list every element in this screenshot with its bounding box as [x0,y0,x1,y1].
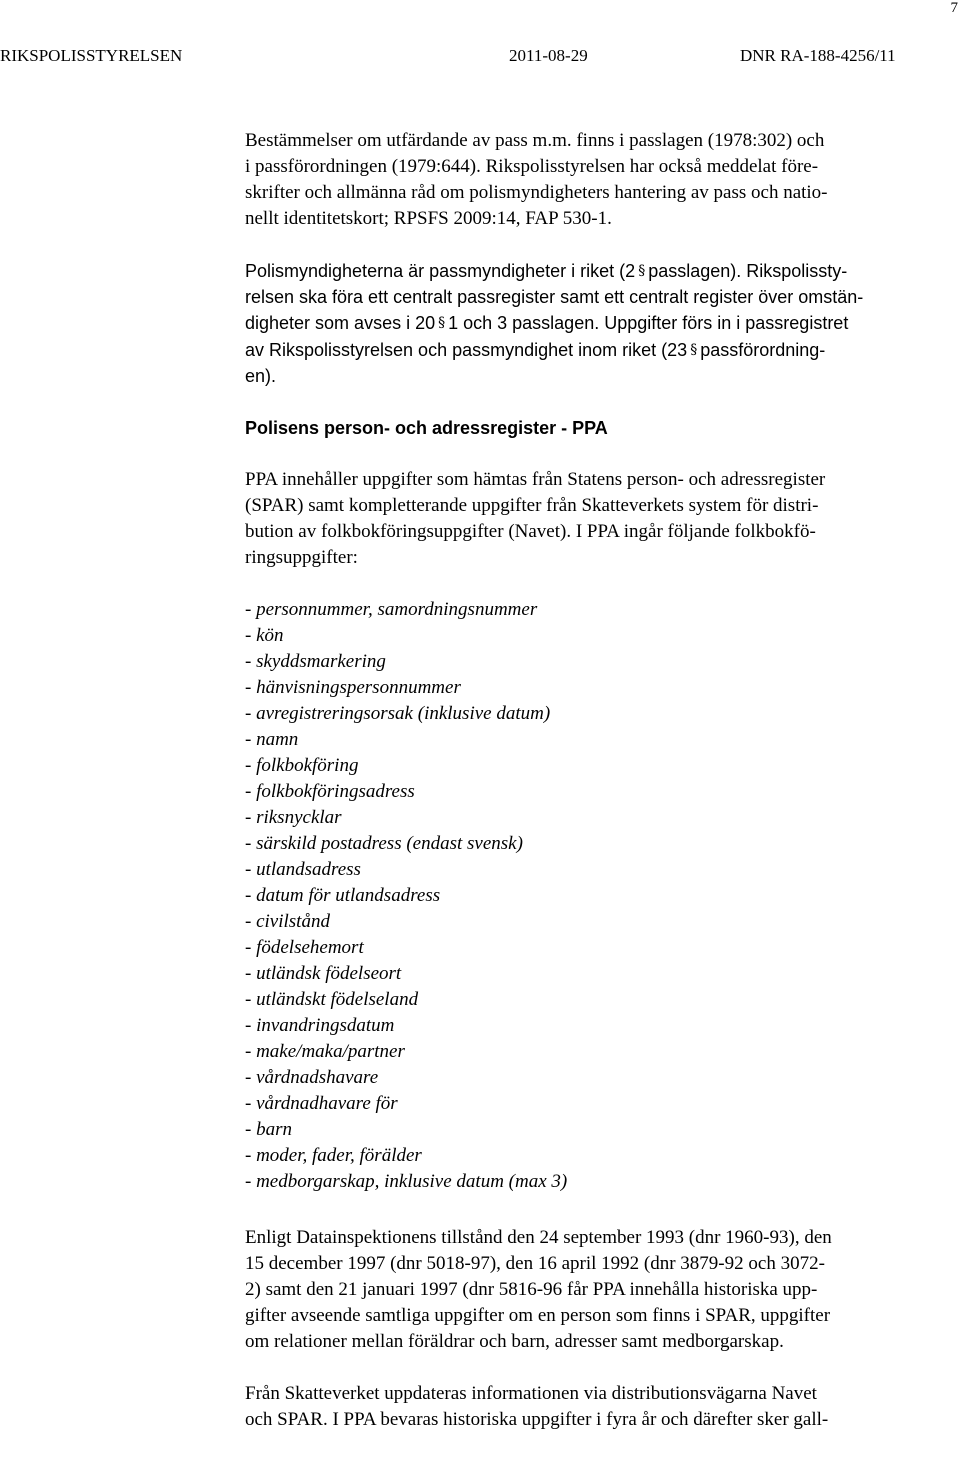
text-fragment: 1 och 3 passlagen. Uppgifter förs in i passregistret [448,313,849,334]
list-item: - vårdnadshavare [245,1067,379,1089]
paragraph-skatteverket-updates [245,1381,945,1433]
list-item: - hänvisningspersonnummer [245,677,461,699]
text-line: och SPAR. I PPA bevaras historiska uppgifter i fyra år och därefter sker gall- [245,1409,829,1431]
paragraph-ppa-description [245,467,945,571]
text-line: Bestämmelser om utfärdande av pass m.m. finns i passlagen (1978:302) och [245,130,825,151]
list-item: - riksnycklar [245,807,342,829]
list-item: - barn [245,1119,292,1141]
text-line: Enligt Datainspektionens tillstånd den 24 september 1993 (dnr 1960-93), den [245,1227,832,1249]
paragraph-pass-authorities [245,258,945,389]
page-number: 7 [950,0,958,16]
text-line [245,310,945,336]
section-heading-ppa: Polisens person- och adressregister - PPA [245,418,608,439]
list-item: - födelsehemort [245,937,364,959]
list-item: - folkbokföringsadress [245,781,415,803]
text-line: 15 december 1997 (dnr 5018-97), den 16 april 1992 (dnr 3879-92 och 3072- [245,1253,825,1275]
text-line [245,258,945,284]
paragraph-pass-regulations [245,128,945,232]
document-header [0,46,960,68]
text-line: (SPAR) samt kompletterande uppgifter från Skatteverkets system för distri- [245,495,819,517]
list-item: - utlandsadress [245,859,361,881]
text-line: Från Skatteverket uppdateras informationen via distributionsvägarna Navet [245,1383,817,1405]
list-item: - utländskt födelseland [245,989,419,1011]
list-item: - särskild postadress (endast svensk) [245,833,523,855]
text-line: om relationer mellan föräldrar och barn, adresser samt medborgarskap. [245,1331,784,1353]
header-organization: RIKSPOLISSTYRELSEN [0,46,183,65]
text-fragment: av Rikspolisstyrelsen och passmyndighet inom riket (23 [245,339,688,360]
text-line: skrifter och allmänna råd om polismyndigheters hantering av pass och natio- [245,182,828,203]
text-line: bution av folkbokföringsuppgifter (Navet). I PPA ingår följande folkbokfö- [245,521,816,543]
text-line: PPA innehåller uppgifter som hämtas från Statens person- och adressregister [245,469,826,491]
text-line: 2) samt den 21 januari 1997 (dnr 5816-96 får PPA innehålla historiska upp- [245,1279,818,1301]
text-line: en). [245,365,277,386]
list-item: - civilstånd [245,911,330,933]
text-line: nellt identitetskort; RPSFS 2009:14, FAP 530-1. [245,208,612,229]
text-line: i passförordningen (1979:644). Rikspolisstyrelsen har också meddelat före- [245,156,819,177]
registry-fields-list [245,597,945,1195]
paragraph-datainspektionen-permits [245,1225,945,1355]
text-line: relsen ska föra ett centralt passregister samt ett centralt register över omstän- [245,287,864,308]
list-item: - make/maka/partner [245,1041,405,1063]
list-item: - kön [245,625,284,647]
document-body [245,128,945,1459]
list-item: - personnummer, samordningsnummer [245,599,538,621]
list-item: - datum för utlandsadress [245,885,441,907]
text-fragment: digheter som avses i 20 [245,313,436,334]
section-sign-icon: § [438,315,446,332]
text-fragment: passlagen). Rikspolissty- [648,261,848,281]
list-item: - folkbokföring [245,755,359,777]
text-fragment: Polismyndigheterna är passmyndigheter i riket (2 [245,261,636,281]
list-item: - invandringsdatum [245,1015,395,1037]
text-fragment: passförordning- [700,339,826,360]
list-item: - namn [245,729,299,751]
section-sign-icon: § [638,263,646,279]
header-reference-number: DNR RA-188-4256/11 [740,46,896,65]
section-sign-icon: § [690,341,698,358]
list-item: - utländsk födelseort [245,963,402,985]
list-item: - vårdnadhavare för [245,1093,398,1115]
header-date: 2011-08-29 [509,46,588,65]
text-line: gifter avseende samtliga uppgifter om en person som finns i SPAR, uppgifter [245,1305,831,1327]
list-item: - moder, fader, förälder [245,1145,422,1167]
text-line: ringsuppgifter: [245,547,358,569]
list-item: - avregistreringsorsak (inklusive datum) [245,703,551,725]
list-item: - medborgarskap, inklusive datum (max 3) [245,1171,568,1193]
text-line [245,337,945,363]
list-item: - skyddsmarkering [245,651,386,673]
